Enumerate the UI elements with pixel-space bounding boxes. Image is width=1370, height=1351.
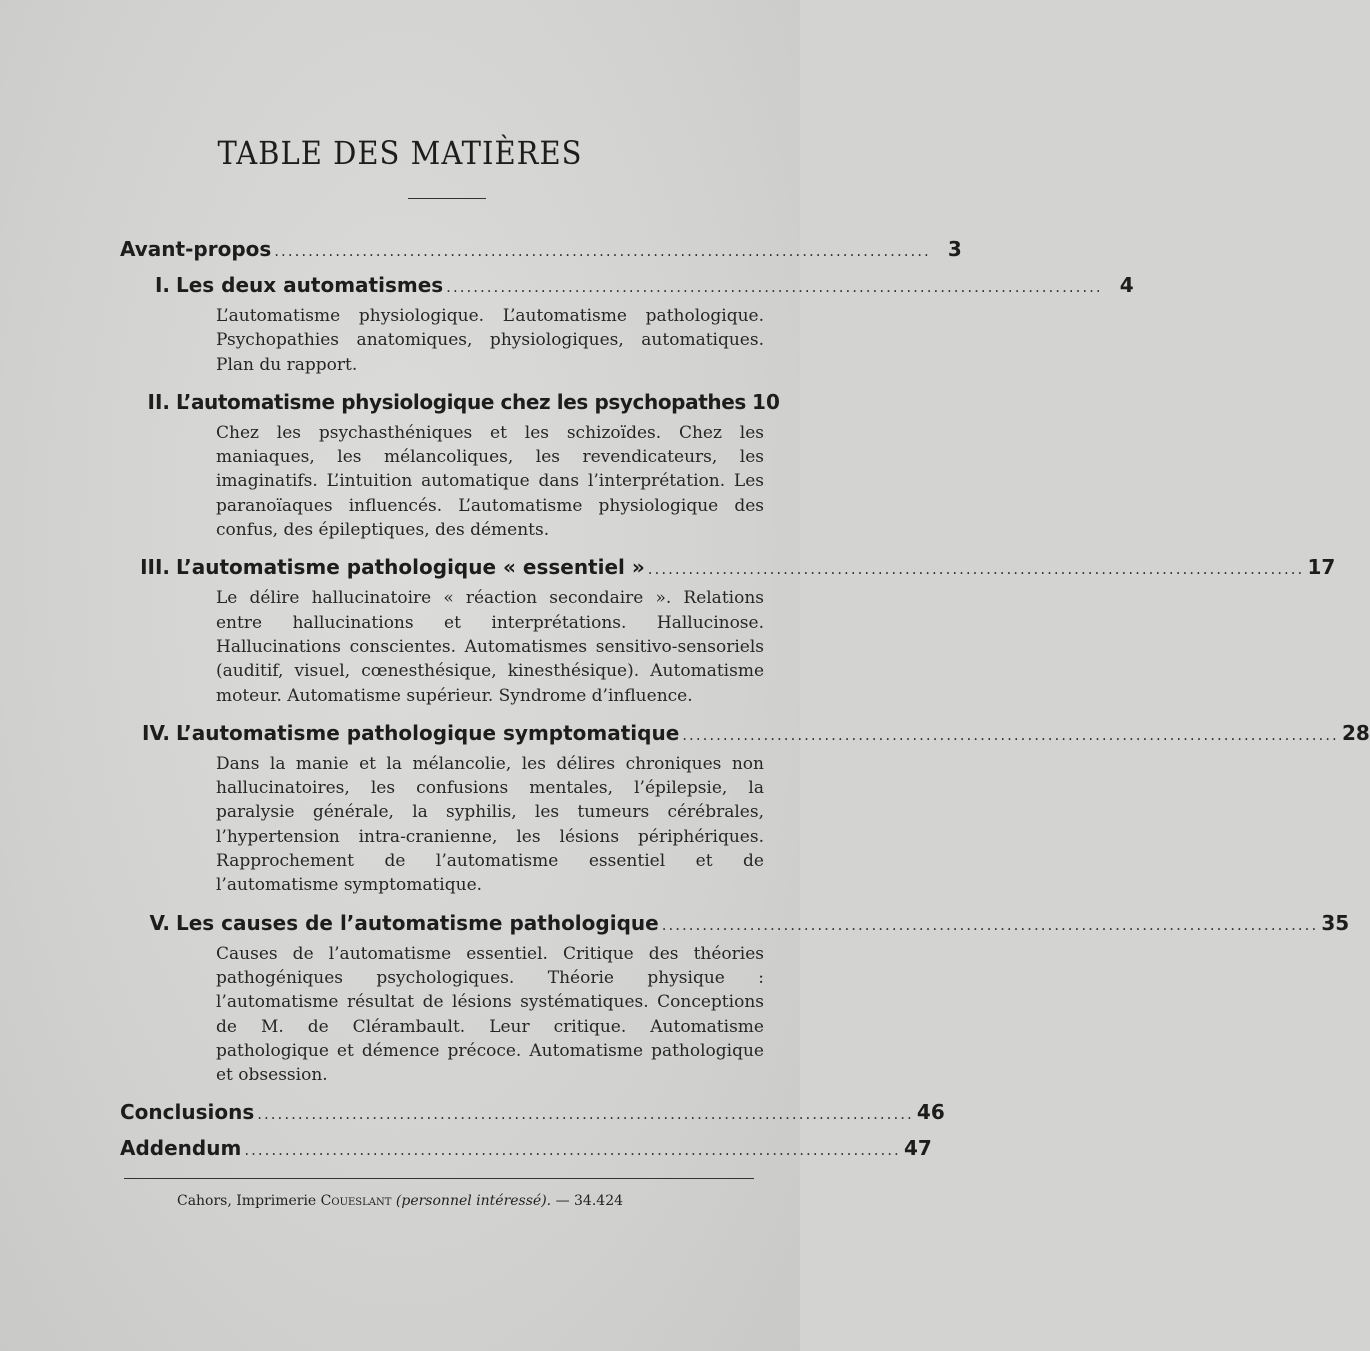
dot-leader: .................................................................................................	[244, 1141, 901, 1160]
toc-entry-label: Les deux automatismes	[176, 273, 444, 297]
toc-entry	[120, 385, 780, 421]
table-of-contents	[120, 232, 1370, 1167]
toc-entry-number: V.	[149, 910, 170, 935]
toc-entry-summary: L’automatisme physiologique. L’automatisme pathologique. Psychopathies anatomiques, physiologiques, automatiques. Plan du rapport.	[216, 306, 764, 375]
toc-entry	[120, 716, 1370, 752]
toc-entry-summary: Le délire hallucinatoire « réaction secondaire ». Relations entre hallucinations et interprétations. Hallucinose. Hallucinations conscientes. Automatismes sensitivo-sensoriels (auditif, visuel, cœnesthésique, kinesthésique). Automatisme moteur. Automatisme supérieur. Syndrome d’influence.	[216, 588, 764, 706]
toc-entry-label: Les causes de l’automatisme pathologique	[176, 910, 659, 935]
toc-entry-page: 28	[1341, 720, 1370, 745]
toc-entry-summary: Causes de l’automatisme essentiel. Critique des théories pathogéniques psychologiques. Théorie physique : l’automatisme résultat de lésions systématiques. Conceptions de M. de Clérambault. Leur critique. Automatisme pathologique et démence précoce. Automatisme pathologique et obsession.	[216, 943, 764, 1086]
toc-entry-page: 3	[947, 237, 962, 261]
toc-entry-number: IV.	[142, 720, 170, 745]
toc-entry	[120, 1131, 932, 1167]
toc-entry-page: 4	[1119, 273, 1134, 297]
toc-entry-summary: Dans la manie et la mélancolie, les délires chroniques non hallucinatoires, les confusions mentales, l’épilepsie, la paralysie générale, la syphilis, les tumeurs cérébrales, l’hypertension intra-cranienne, les lésions périphériques. Rapprochement de l’automatisme essentiel et de l’automatisme symptomatique.	[216, 753, 764, 896]
title-divider	[408, 198, 486, 199]
toc-entry-label: Conclusions	[120, 1100, 255, 1125]
toc-entry-page: 46	[916, 1100, 945, 1125]
dot-leader: .................................................................................................	[647, 560, 1305, 579]
toc-entry-page: 35	[1321, 910, 1350, 935]
toc-entry-label: L’automatisme pathologique « essentiel »	[176, 555, 645, 580]
dot-leader: .................................................................................................	[446, 278, 1103, 296]
colophon-printer: Coueslant	[320, 1193, 392, 1209]
colophon-prefix: Cahors, Imprimerie	[176, 1193, 317, 1209]
toc-entry-label: Avant-propos	[120, 237, 272, 261]
toc-entry	[120, 232, 962, 268]
toc-entry-number: III.	[140, 555, 170, 580]
toc-entry	[120, 550, 1336, 586]
colophon-suffix: — 34.424	[555, 1193, 624, 1209]
dot-leader: .................................................................................................	[682, 725, 1339, 744]
dot-leader: .................................................................................................	[257, 1105, 914, 1124]
toc-entry-label: Addendum	[120, 1136, 242, 1161]
toc-entry-page: 47	[903, 1136, 932, 1161]
toc-entry-page: 10	[752, 389, 780, 414]
toc-entry-number: I.	[154, 273, 170, 297]
colophon-note: (personnel intéressé).	[395, 1193, 552, 1209]
toc-entry-summary: Chez les psychasthéniques et les schizoïdes. Chez les maniaques, les mélancoliques, les revendicateurs, les imaginatifs. L’intuition automatique dans l’interprétation. Les paranoïaques influencés. L’automatisme physiologique des confus, des épileptiques, des déments.	[216, 422, 764, 541]
dot-leader: .................................................................................................	[661, 915, 1319, 934]
footer-divider	[124, 1178, 754, 1179]
toc-entry-number: II.	[147, 389, 170, 414]
dot-leader: .................................................................................................	[274, 242, 931, 260]
toc-entry-label: L’automatisme pathologique symptomatique	[176, 720, 680, 745]
page-title: TABLE DES MATIÈRES	[217, 134, 583, 172]
toc-entry	[120, 906, 1350, 942]
toc-entry-page: 17	[1307, 555, 1336, 580]
toc-entry	[120, 1095, 945, 1131]
printer-colophon	[0, 1193, 800, 1209]
toc-entry	[120, 268, 1134, 304]
toc-entry-label: L’automatisme physiologique chez les psychopathes	[176, 389, 746, 414]
